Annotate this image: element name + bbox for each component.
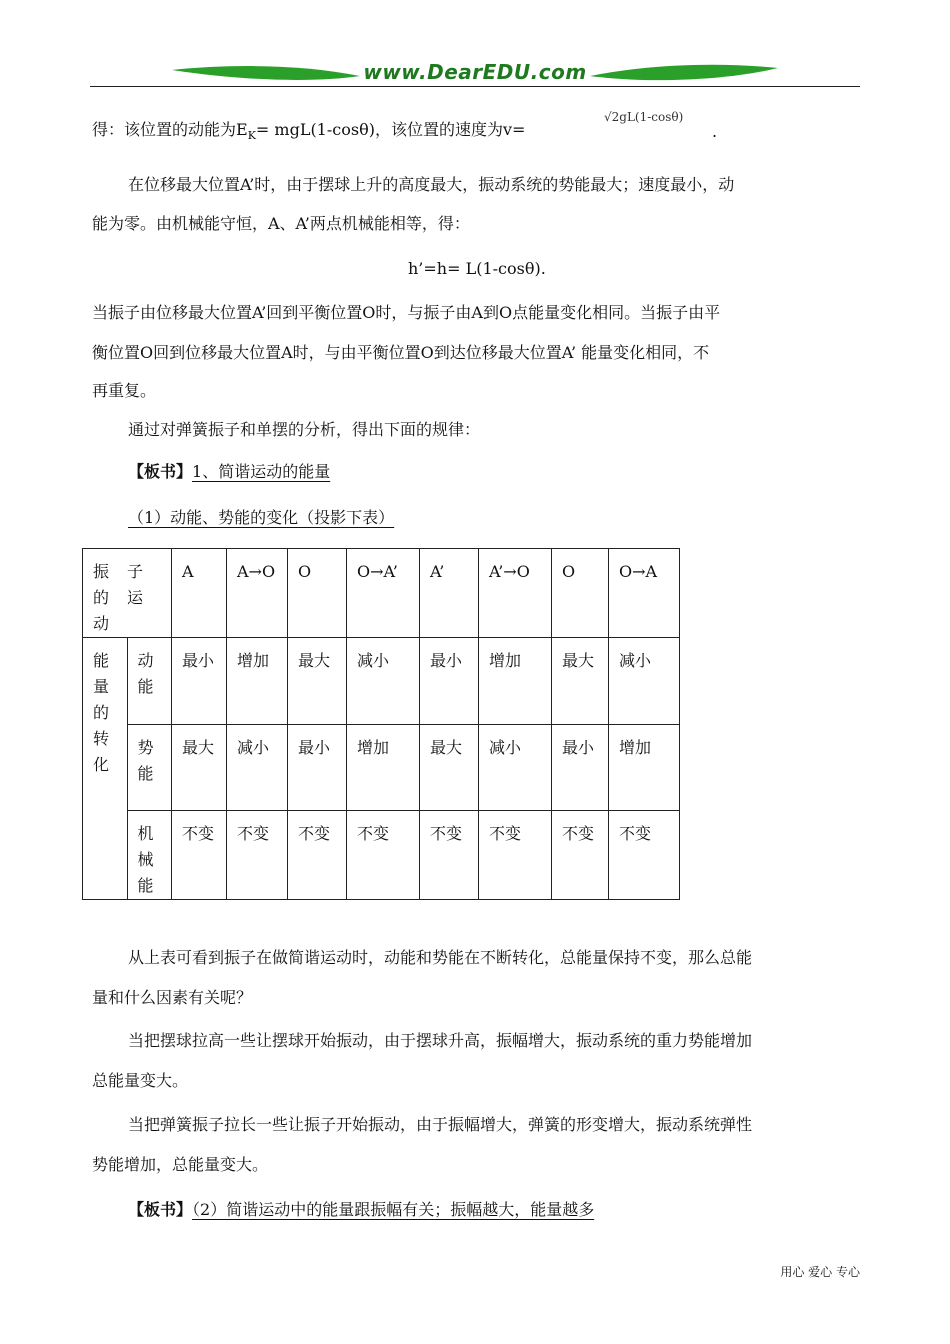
table-cell: 增加 <box>227 638 288 725</box>
table-col-header: A <box>172 549 227 638</box>
table-col-header: A’→O <box>479 549 552 638</box>
table-row <box>83 725 680 811</box>
table-cell: 减小 <box>609 638 680 725</box>
table-cell: 不变 <box>479 811 552 900</box>
table-col-header: A’ <box>420 549 479 638</box>
paragraph-total-energy: 从上表可看到振子在做简谐运动时，动能和势能在不断转化，总能量保持不变，那么总能 <box>128 948 753 967</box>
table-col-header: O→A <box>609 549 680 638</box>
table-cell: 减小 <box>479 725 552 811</box>
paragraph-spring-2: 势能增加，总能量变大。 <box>92 1155 269 1174</box>
table-head-label: 振子的运动 <box>83 549 172 638</box>
table-col-header: O <box>552 549 609 638</box>
table-cell: 不变 <box>347 811 420 900</box>
table-header-row <box>83 549 680 638</box>
header-divider <box>90 86 860 87</box>
sqrt-formula: √2gL(1-cosθ) <box>604 110 684 124</box>
table-cell: 不变 <box>227 811 288 900</box>
table-col-header: O <box>288 549 347 638</box>
table-cell: 最小 <box>288 725 347 811</box>
table-group-label: 能量的转化 <box>83 638 128 900</box>
table-row <box>83 811 680 900</box>
table-cell: 最大 <box>288 638 347 725</box>
paragraph-pendulum: 当把摆球拉高一些让摆球开始振动，由于摆球升高，振幅增大，振动系统的重力势能增加 <box>128 1031 753 1050</box>
table-cell: 最小 <box>420 638 479 725</box>
table-row-label: 动能 <box>127 638 172 725</box>
paragraph-kinetic-energy: 得：该位置的动能为$E_K= mgL(1-\cos\theta)$，该位置的速度为v= <box>92 120 526 143</box>
table-cell: 减小 <box>347 638 420 725</box>
board-note-2: 【板书】（2）简谐运动中的能量跟振幅有关；振幅越大，能量越多 <box>128 1200 595 1219</box>
table-cell: 最小 <box>172 638 227 725</box>
subheading-table: （1）动能、势能的变化（投影下表） <box>128 508 395 527</box>
table-cell: 最大 <box>552 638 609 725</box>
table-cell: 最大 <box>420 725 479 811</box>
paragraph-summary-intro: 通过对弹簧振子和单摆的分析，得出下面的规律： <box>128 420 481 439</box>
paragraph-max-displacement-2: 能为零。由机械能守恒，A、A’两点机械能相等，得： <box>92 214 470 233</box>
table-cell: 最小 <box>552 725 609 811</box>
paragraph-return: 当振子由位移最大位置A’回到平衡位置O时，与振子由A到O点能量变化相同。当振子由平 <box>92 303 721 322</box>
paragraph-return-3: 再重复。 <box>92 381 157 400</box>
board-note-1: 【板书】1、简谐运动的能量 <box>128 462 331 481</box>
table-cell: 最大 <box>172 725 227 811</box>
logo-text: www.DearEDU.com <box>363 60 587 84</box>
table-row-label: 机械能 <box>127 811 172 900</box>
period: . <box>712 122 718 141</box>
table-cell: 增加 <box>479 638 552 725</box>
paragraph-total-energy-2: 量和什么因素有关呢？ <box>92 988 253 1007</box>
paragraph-pendulum-2: 总能量变大。 <box>92 1071 189 1090</box>
paragraph-spring: 当把弹簧振子拉长一些让振子开始振动，由于振幅增大，弹簧的形变增大，振动系统弹性 <box>128 1115 753 1134</box>
formula-height: h’=h= L(1-cosθ). <box>408 259 546 278</box>
table-cell: 不变 <box>420 811 479 900</box>
table-cell: 不变 <box>288 811 347 900</box>
paragraph-return-2: 衡位置O回到位移最大位置A时，与由平衡位置O到达位移最大位置A’ 能量变化相同，不 <box>92 343 710 362</box>
page-footer: 用心 爱心 专心 <box>780 1265 860 1279</box>
table-cell: 不变 <box>552 811 609 900</box>
table-cell: 增加 <box>347 725 420 811</box>
table-cell: 减小 <box>227 725 288 811</box>
table-row <box>83 638 680 725</box>
table-cell: 不变 <box>172 811 227 900</box>
paragraph-max-displacement: 在位移最大位置A’时，由于摆球上升的高度最大，振动系统的势能最大；速度最小，动 <box>128 175 735 194</box>
table-cell: 不变 <box>609 811 680 900</box>
table-col-header: A→O <box>227 549 288 638</box>
table-col-header: O→A’ <box>347 549 420 638</box>
table-cell: 增加 <box>609 725 680 811</box>
energy-table <box>82 548 680 900</box>
table-row-label: 势能 <box>127 725 172 811</box>
